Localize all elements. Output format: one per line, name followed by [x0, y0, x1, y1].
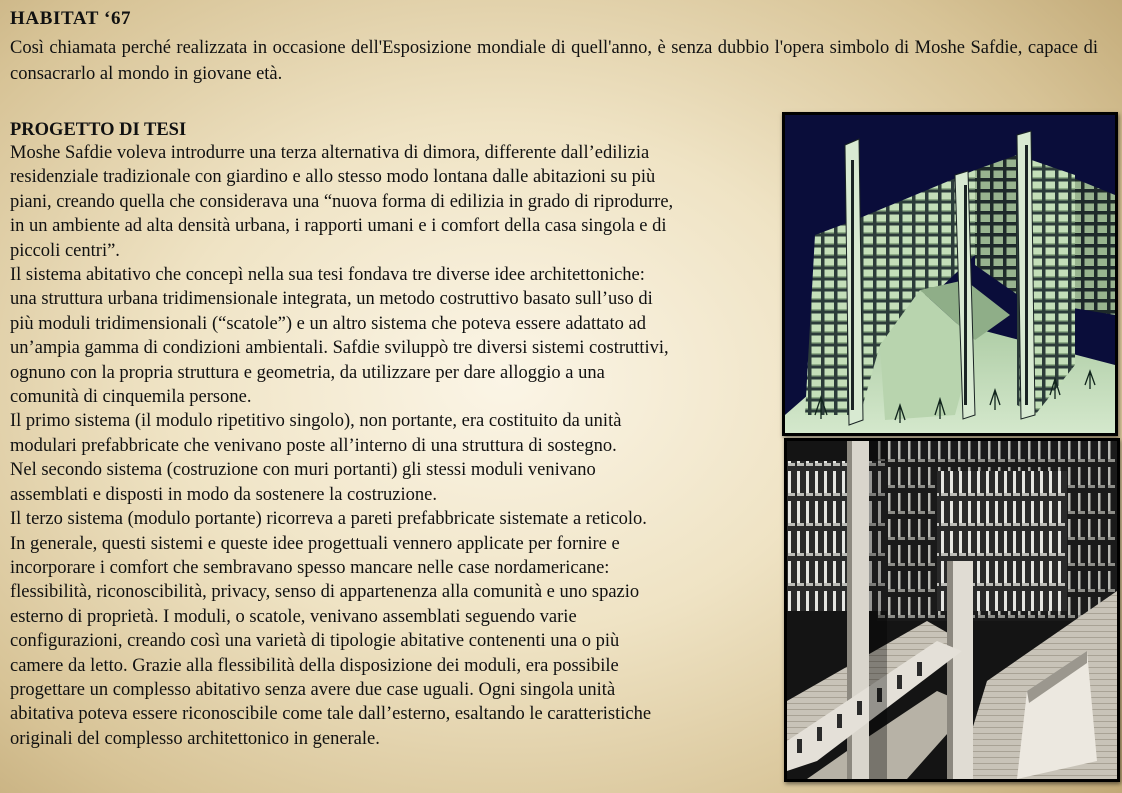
thesis-body: [10, 141, 780, 751]
thesis-line: flessibilità, riconoscibilità, privacy, senso di appartenenza alla comunità e uno spazio: [10, 582, 640, 603]
thesis-line: ognuno con la propria struttura e geometria, da utilizzare per dare alloggio a una: [10, 362, 605, 383]
thesis-line: originali del complesso architettonico in generale.: [10, 728, 380, 749]
thesis-line: un’ampia gamma di condizioni ambientali. Safdie sviluppò tre diversi sistemi costruttivi,: [10, 338, 669, 359]
thesis-line: in un ambiente ad alta densità urbana, i rapporti umani e i comfort della casa singola e di: [10, 216, 667, 237]
habitat-intro: Così chiamata perché realizzata in occasione dell'Esposizione mondiale di quell'anno, è senza dubbio l'opera simbolo di Moshe Safdie, capace di consacrarlo al mondo in giovane età.: [10, 38, 1098, 84]
thesis-line: piani, creando quella che considerava una “nuova forma di edilizia in grado di riprodurre,: [10, 191, 674, 212]
model-photo-bw-drawing: [787, 441, 1117, 779]
thesis-line: Il primo sistema (il modulo ripetitivo singolo), non portante, era costituito da unità: [10, 411, 622, 432]
thesis-line: In generale, questi sistemi e queste idee progettuali vennero applicate per fornire e: [10, 533, 620, 554]
thesis-line: Il sistema abitativo che concepì nella sua tesi fondava tre diverse idee architettoniche:: [10, 265, 645, 286]
thesis-line: assemblati e disposti in modo da sostenere la costruzione.: [10, 484, 437, 505]
thesis-line: comunità di cinquemila persone.: [10, 387, 252, 408]
thesis-line: Moshe Safdie voleva introdurre una terza alternativa di dimora, differente dall’edilizia: [10, 143, 650, 163]
thesis-line: una struttura urbana tridimensionale integrata, un metodo costruttivo basato sull’uso di: [10, 289, 653, 310]
model-photo-color: [782, 112, 1118, 436]
model-photo-bw: [784, 438, 1120, 782]
thesis-line: Nel secondo sistema (costruzione con muri portanti) gli stessi moduli venivano: [10, 460, 596, 481]
thesis-line: Il terzo sistema (modulo portante) ricorreva a pareti prefabbricate sistemate a reticolo.: [10, 509, 647, 530]
thesis-line: piccoli centri”.: [10, 240, 120, 261]
habitat-title: HABITAT ‘67: [10, 8, 132, 29]
thesis-line: abitativa poteva essere riconoscibile come tale dall’esterno, esaltando le caratteristiche: [10, 704, 652, 725]
thesis-line: modulari prefabbricate che venivano poste all’interno di una struttura di sostegno.: [10, 435, 617, 456]
thesis-line: progettare un complesso abitativo senza avere due case uguali. Ogni singola unità: [10, 679, 616, 700]
thesis-line: incorporare i comfort che sembravano spesso mancare nelle case nordamericane:: [10, 557, 610, 578]
thesis-line: più moduli tridimensionali (“scatole”) e un altro sistema che poteva essere adattato ad: [10, 313, 646, 334]
thesis-line: esterno di proprietà. I moduli, o scatole, venivano assemblati seguendo varie: [10, 606, 577, 627]
model-photo-color-drawing: [785, 115, 1115, 433]
thesis-title: PROGETTO DI TESI: [10, 120, 187, 140]
thesis-line: residenziale tradizionale con giardino e allo stesso modo lontana dalle abitazioni su più: [10, 167, 656, 188]
thesis-line: configurazioni, creando così una varietà di tipologie abitative contenenti una o più: [10, 631, 620, 652]
thesis-line: camere da letto. Grazie alla flessibilità della disposizione dei moduli, era possibile: [10, 655, 619, 676]
